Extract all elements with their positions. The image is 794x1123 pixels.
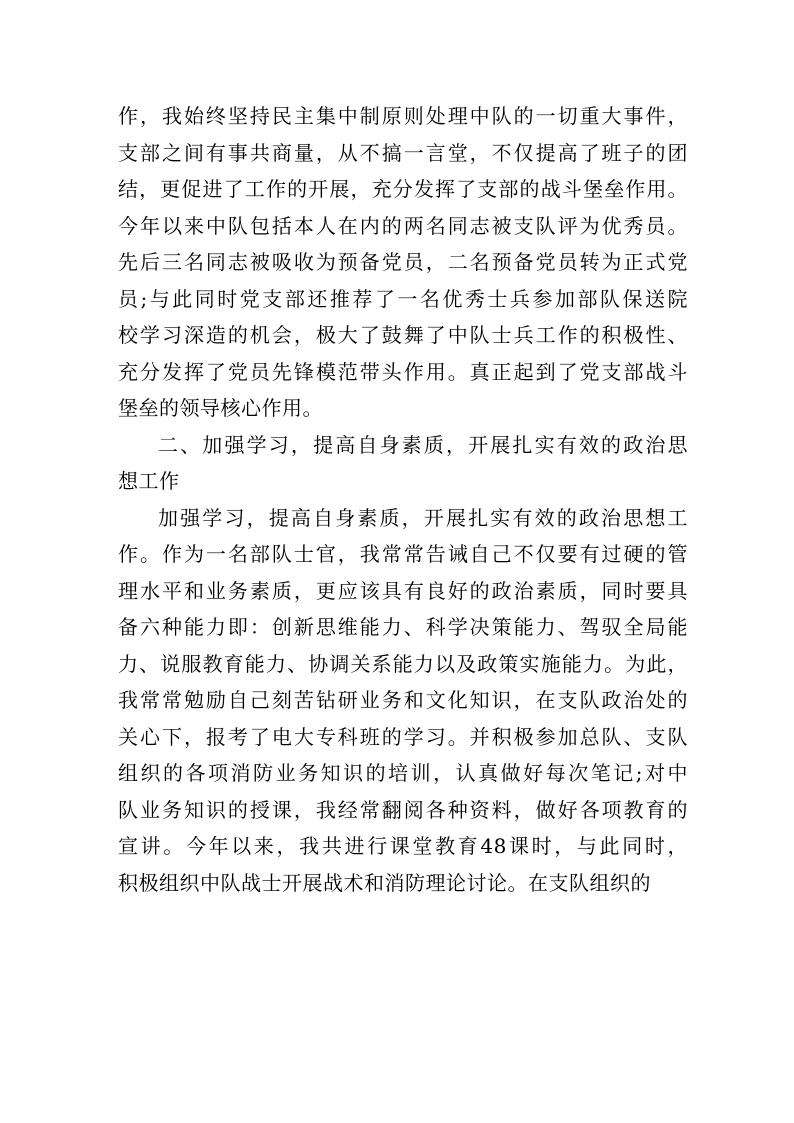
paragraph-1-line: 支部之间有事共商量，从不搞一言堂，不仅提高了班子的团 <box>118 140 688 165</box>
paragraph-3-line: 关心下，报考了电大专科班的学习。并积极参加总队、支队 <box>118 724 688 749</box>
paragraph-3-line: 理水平和业务素质，更应该具有良好的政治素质，同时要具 <box>118 578 688 603</box>
paragraph-1-line: 堡垒的领导核心作用。 <box>118 396 323 420</box>
paragraph-1-line: 今年以来中队包括本人在内的两名同志被支队评为优秀员。 <box>118 213 688 238</box>
paragraph-1-line: 作，我始终坚持民主集中制原则处理中队的一切重大事件， <box>118 104 688 128</box>
paragraph-2-line: 二、加强学习，提高自身素质，开展扎实有效的政治思 <box>158 432 688 457</box>
paragraph-1-line: 先后三名同志被吸收为预备党员，二名预备党员转为正式党 <box>118 250 688 274</box>
paragraph-3-line: 队业务知识的授课，我经常翻阅各种资料，做好各项教育的 <box>118 797 688 822</box>
paragraph-3-line: 加强学习，提高自身素质，开展扎实有效的政治思想工 <box>158 505 688 530</box>
paragraph-3-line: 我常常勉励自己刻苦钻研业务和文化知识，在支队政治处的 <box>118 688 688 712</box>
paragraph-1-line: 员;与此同时党支部还推荐了一名优秀士兵参加部队保送院 <box>118 286 688 311</box>
paragraph-1-line: 结，更促进了工作的开展，充分发挥了支部的战斗堡垒作用。 <box>118 177 688 201</box>
paragraph-3-line: 力、说服教育能力、协调关系能力以及政策实施能力。为此， <box>118 651 688 676</box>
paragraph-3-line: 宣讲。今年以来，我共进行课堂教育48课时，与此同时， <box>118 834 688 858</box>
paragraph-3-line: 组织的各项消防业务知识的培训，认真做好每次笔记;对中 <box>118 761 688 785</box>
paragraph-3-line: 作。作为一名部队士官，我常常告诫自己不仅要有过硬的管 <box>118 542 688 566</box>
paragraph-1-line: 校学习深造的机会，极大了鼓舞了中队士兵工作的积极性、 <box>118 323 688 347</box>
document-body <box>118 98 688 901</box>
paragraph-3-line: 备六种能力即：创新思维能力、科学决策能力、驾驭全局能 <box>118 615 688 639</box>
paragraph-3-line: 积极组织中队战士开展战术和消防理论讨论。在支队组织的 <box>118 870 651 895</box>
paragraph-2-line: 想工作 <box>118 469 180 493</box>
paragraph-1-line: 充分发挥了党员先锋模范带头作用。真正起到了党支部战斗 <box>118 359 688 384</box>
